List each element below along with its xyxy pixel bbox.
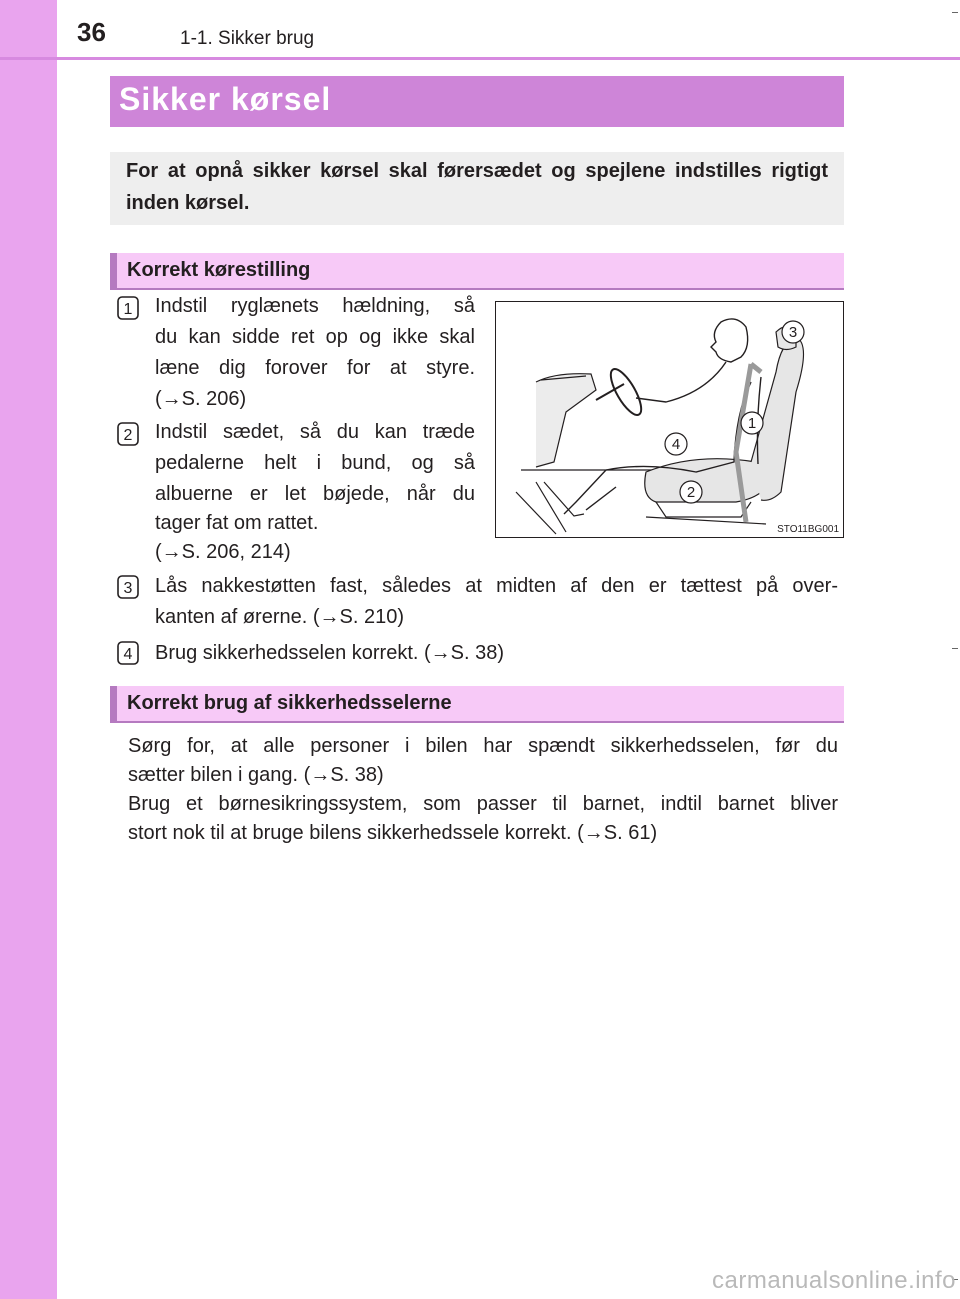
- item-1-line-2: du kan sidde ret op og ikke skal: [155, 326, 475, 348]
- item-3-line-1: Lås nakkestøtten fast, således at midten af den er tættest på over-: [155, 575, 838, 597]
- header-rule: [0, 57, 960, 60]
- seatbelt-para-1-line-1: Sørg for, at alle personer i bilen har spændt sikkerhedsselen, før du: [128, 735, 838, 757]
- chapter-sidebar: [0, 0, 57, 1299]
- heading-accent: [110, 686, 117, 721]
- item-2-ref: (→S. 206, 214): [155, 541, 291, 563]
- page-number: 36: [77, 17, 106, 47]
- page-ref-link[interactable]: S. 38: [330, 764, 378, 786]
- figure-code: STO11BG001: [777, 524, 839, 535]
- seatbelt-para-2-line-1: Brug et børnesikringssystem, som passer til barnet, indtil barnet bliver: [128, 793, 838, 815]
- number-marker-3: [117, 575, 139, 599]
- driving-position-illustration: [495, 301, 844, 538]
- item-2-line-1: Indstil sædet, så du kan træde: [155, 421, 475, 443]
- item-1-line-3: læne dig forover for at styre.: [155, 357, 475, 379]
- item-2-line-4: tager fat om rattet.: [155, 512, 319, 534]
- page-ref-link[interactable]: S. 38: [450, 642, 498, 664]
- svg-text:3: 3: [123, 580, 133, 597]
- seatbelt-para-2-line-2: stort nok til at bruge bilens sikkerhedssele korrekt. (→S. 61): [128, 822, 658, 844]
- number-marker-4: [117, 641, 139, 665]
- intro-box: [110, 152, 844, 225]
- number-marker-1: [117, 296, 139, 320]
- section-heading-label: Korrekt kørestilling: [127, 259, 311, 281]
- page-title-bar: [110, 76, 844, 127]
- svg-text:2: 2: [123, 427, 133, 444]
- number-marker-2: [117, 422, 139, 446]
- figure-callout-1: 1: [747, 415, 757, 432]
- section-heading-driving-position: [110, 253, 844, 290]
- page-ref-link[interactable]: S. 206, 214: [181, 541, 284, 563]
- page-ref-link[interactable]: S. 206: [181, 388, 240, 410]
- arrow-icon: →: [161, 388, 182, 410]
- figure-callout-3: 3: [788, 324, 798, 341]
- svg-text:1: 1: [123, 301, 133, 318]
- crop-mark: [952, 12, 958, 13]
- figure-callout-4: 4: [671, 436, 681, 453]
- crop-mark: [952, 648, 958, 649]
- heading-accent: [110, 253, 117, 288]
- page-ref-link[interactable]: S. 210: [339, 606, 398, 628]
- svg-text:4: 4: [123, 646, 133, 663]
- watermark: carmanualsonline.info: [712, 1267, 956, 1294]
- item-4-line-1: Brug sikkerhedsselen korrekt. (→S. 38): [155, 642, 505, 664]
- item-1-line-1: Indstil ryglænets hældning, så: [155, 295, 475, 317]
- arrow-icon: →: [319, 606, 340, 628]
- arrow-icon: →: [161, 541, 182, 563]
- item-1-ref: (→S. 206): [155, 388, 247, 410]
- page-title: Sikker kørsel: [119, 81, 332, 117]
- intro-text: For at opnå sikker kørsel skal førersædet og spejlene indstilles rigtigt inden kørsel.: [126, 160, 828, 214]
- item-3-line-2: kanten af ørerne. (→S. 210): [155, 606, 405, 628]
- section-label: 1-1. Sikker brug: [180, 28, 315, 49]
- figure-callout-2: 2: [686, 484, 696, 501]
- arrow-icon: →: [430, 642, 451, 664]
- arrow-icon: →: [310, 764, 331, 786]
- section-heading-seatbelts: [110, 686, 844, 723]
- section-heading-label: Korrekt brug af sikkerhedsselerne: [127, 692, 452, 714]
- arrow-icon: →: [583, 822, 604, 844]
- item-2-line-3: albuerne er let bøjede, når du: [155, 483, 475, 505]
- item-2-line-2: pedalerne helt i bund, og så: [155, 452, 475, 474]
- seatbelt-para-1-line-2: sætter bilen i gang. (→S. 38): [128, 764, 384, 786]
- page-ref-link[interactable]: S. 61: [603, 822, 651, 844]
